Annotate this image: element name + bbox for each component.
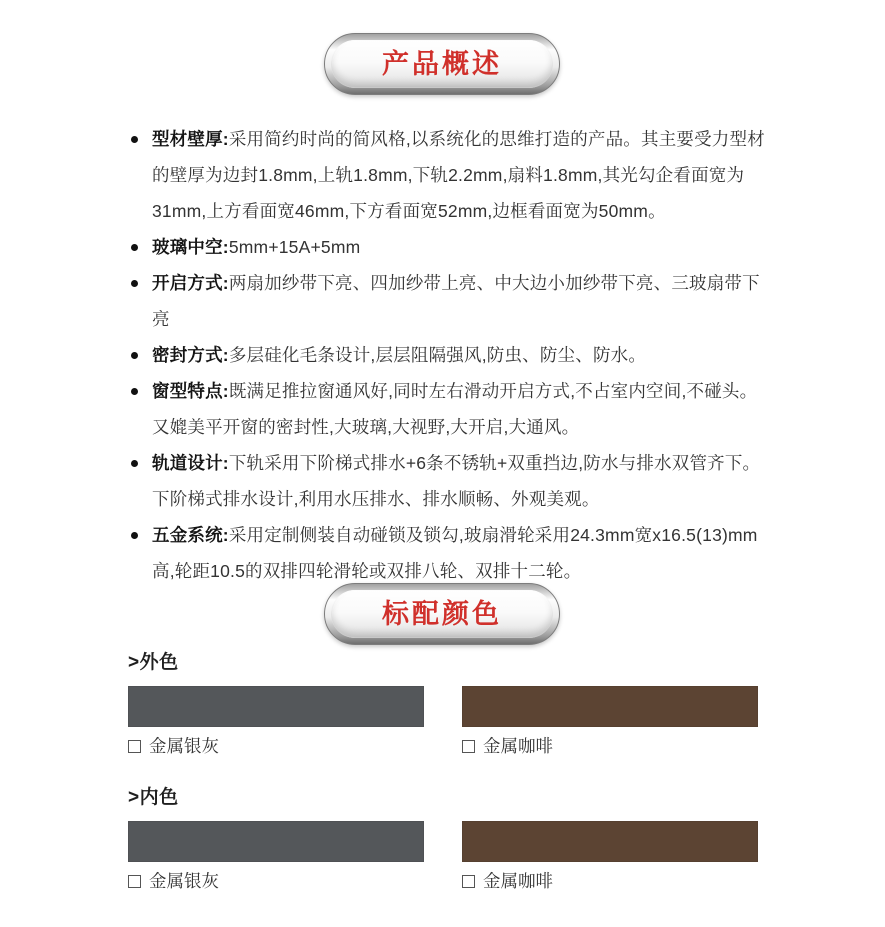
color-swatch-coffee <box>462 821 758 862</box>
feature-label: 轨道设计: <box>152 453 229 473</box>
swatch-label <box>462 736 758 756</box>
feature-text: 5mm+15A+5mm <box>228 237 361 257</box>
colors-section-title: 标配颜色 <box>382 598 502 629</box>
feature-label: 五金系统: <box>152 525 229 545</box>
feature-text: 采用简约时尚的简风格,以系统化的思维打造的产品。其主要受力型材的壁厚为边封1.8mm,上轨1.8mm,下轨2.2mm,扇料1.8mm,其光勾企看面宽为31mm,上方看面宽46mm,下方看面宽52mm,边框看面宽为50mm。 <box>152 129 765 221</box>
bullet-icon <box>131 136 138 143</box>
feature-text: 多层硅化毛条设计,层层阻隔强风,防虫、防尘、防水。 <box>228 345 647 365</box>
checkbox-icon <box>462 875 475 888</box>
feature-item-sealing <box>128 337 768 373</box>
bullet-icon <box>131 244 138 251</box>
section-header-overview-inner <box>331 40 553 88</box>
swatch-col-coffee <box>462 821 758 891</box>
color-swatch-silver-gray <box>128 821 424 862</box>
feature-text: 既满足推拉窗通风好,同时左右滑动开启方式,不占室内空间,不碰头。又媲美平开窗的密封性,大玻璃,大视野,大开启,大通风。 <box>152 381 758 437</box>
feature-item-track-design <box>128 445 768 517</box>
swatch-col-silver-gray <box>128 686 424 756</box>
exterior-color-group <box>128 652 760 756</box>
feature-text: 下轨采用下阶梯式排水+6条不锈轨+双重挡边,防水与排水双管齐下。下阶梯式排水设计,利用水压排水、排水顺畅、外观美观。 <box>152 453 761 509</box>
feature-item-window-type <box>128 373 768 445</box>
swatch-name: 金属银灰 <box>149 871 219 891</box>
bullet-icon <box>131 460 138 467</box>
swatch-col-coffee <box>462 686 758 756</box>
bullet-icon <box>131 532 138 539</box>
color-swatch-silver-gray <box>128 686 424 727</box>
section-header-colors <box>324 583 560 645</box>
color-swatch-coffee <box>462 686 758 727</box>
feature-list <box>128 121 768 589</box>
swatch-name: 金属银灰 <box>149 736 219 756</box>
bullet-icon <box>131 280 138 287</box>
swatch-label <box>128 871 424 891</box>
checkbox-icon <box>128 740 141 753</box>
section-header-colors-inner <box>331 590 553 638</box>
overview-section-title: 产品概述 <box>382 48 502 79</box>
feature-label: 玻璃中空: <box>152 237 229 257</box>
section-header-overview <box>324 33 560 95</box>
interior-color-heading: >内色 <box>128 787 179 808</box>
feature-label: 型材壁厚: <box>152 129 229 149</box>
bullet-icon <box>131 352 138 359</box>
feature-label: 密封方式: <box>152 345 229 365</box>
checkbox-icon <box>128 875 141 888</box>
swatch-label <box>462 871 758 891</box>
swatch-label <box>128 736 424 756</box>
swatch-row <box>128 821 760 891</box>
bullet-icon <box>131 388 138 395</box>
swatch-name: 金属咖啡 <box>483 736 553 756</box>
swatch-col-silver-gray <box>128 821 424 891</box>
feature-item-insulated-glass <box>128 229 768 265</box>
checkbox-icon <box>462 740 475 753</box>
feature-item-profile-thickness <box>128 121 768 229</box>
feature-item-opening-mode <box>128 265 768 337</box>
swatch-name: 金属咖啡 <box>483 871 553 891</box>
feature-text: 采用定制侧装自动碰锁及锁勾,玻扇滑轮采用24.3mm宽x16.5(13)mm高,轮距10.5的双排四轮滑轮或双排八轮、双排十二轮。 <box>152 525 758 581</box>
color-groups <box>128 652 760 891</box>
swatch-row <box>128 686 760 756</box>
feature-label: 窗型特点: <box>152 381 229 401</box>
feature-item-hardware-system <box>128 517 768 589</box>
feature-text: 两扇加纱带下亮、四加纱带上亮、中大边小加纱带下亮、三玻扇带下亮 <box>152 273 760 329</box>
interior-color-group <box>128 787 760 891</box>
feature-label: 开启方式: <box>152 273 229 293</box>
exterior-color-heading: >外色 <box>128 652 179 673</box>
